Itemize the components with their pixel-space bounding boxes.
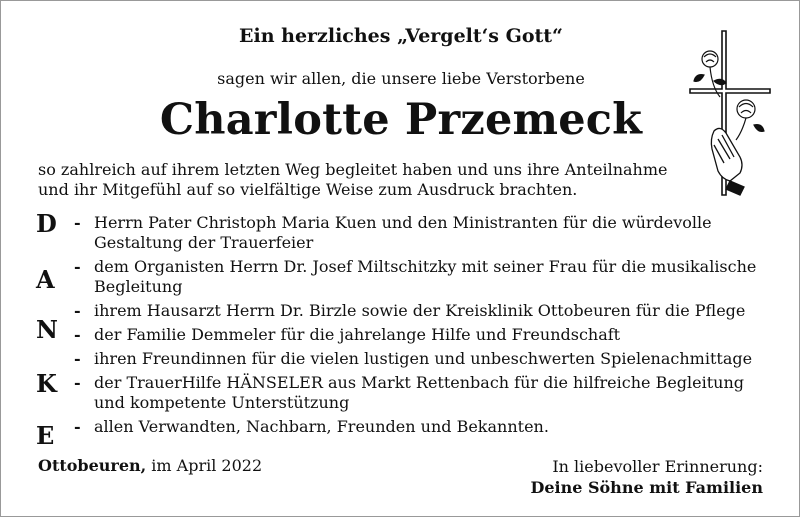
thanks-item [74, 349, 774, 369]
thanks-text: Herrn Pater Christoph Maria Kuen und den Ministranten für die würdevolle Gestaltung der Trauerfeier [94, 213, 712, 252]
thanks-item [74, 417, 774, 437]
subheading: sagen wir allen, die unsere liebe Verstorbene [217, 69, 585, 88]
danke-letter: K [36, 369, 57, 398]
danke-letter: E [36, 421, 55, 450]
thanks-item [74, 301, 774, 321]
thanks-text: dem Organisten Herrn Dr. Josef Miltschitzky mit seiner Frau für die musikalische Begleitung [94, 257, 757, 296]
thanks-text: ihrem Hausarzt Herrn Dr. Birzle sowie der Kreisklinik Ottobeuren für die Pflege [94, 301, 746, 320]
date: im April 2022 [146, 456, 263, 475]
danke-letter: N [36, 315, 58, 344]
heading: Ein herzliches „Vergelt‘s Gott“ [239, 25, 563, 47]
thanks-text: der Familie Demmeler für die jahrelange Hilfe und Freundschaft [94, 325, 621, 344]
deceased-name: Charlotte Przemeck [159, 95, 643, 145]
place-date [38, 456, 262, 475]
dash-bullet: - [74, 257, 81, 276]
intro-text: so zahlreich auf ihrem letzten Weg begleitet haben und uns ihre Anteilnahme und ihr Mitgefühl auf so vielfältige Weise zum Ausdruck brachten. [38, 160, 668, 199]
thanks-item [74, 373, 774, 413]
dash-bullet: - [74, 417, 81, 436]
danke-letter: A [36, 265, 55, 294]
thanks-text: der TrauerHilfe HÄNSELER aus Markt Rettenbach für die hilfreiche Begleitung und kompetente Unterstützung [94, 373, 745, 412]
thanks-list [74, 213, 774, 441]
dash-bullet: - [74, 325, 81, 344]
thanks-text: allen Verwandten, Nachbarn, Freunden und Bekannten. [94, 417, 549, 436]
cross-roses-praying-hands-icon [684, 29, 776, 199]
thanks-item [74, 325, 774, 345]
dash-bullet: - [74, 301, 81, 320]
thanks-text: ihren Freundinnen für die vielen lustigen und unbeschwerten Spielenachmittage [94, 349, 753, 368]
signature: Deine Söhne mit Familien [530, 478, 763, 497]
thanks-item [74, 213, 774, 253]
thanks-item [74, 257, 774, 297]
dash-bullet: - [74, 349, 81, 368]
dash-bullet: - [74, 373, 81, 392]
danke-letter: D [36, 209, 57, 238]
place: Ottobeuren, [38, 456, 147, 475]
dash-bullet: - [74, 213, 81, 232]
signature-block [530, 456, 763, 498]
closing-text: In liebevoller Erinnerung: [552, 457, 763, 476]
